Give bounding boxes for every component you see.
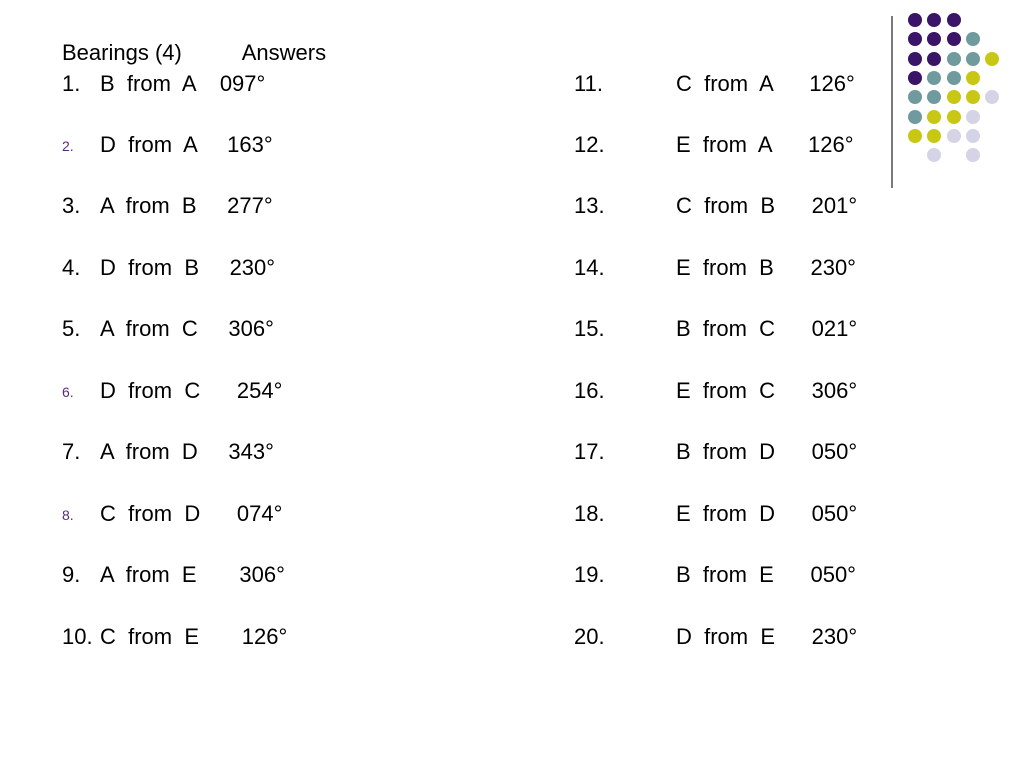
item-answer: B from C 021°: [676, 316, 858, 341]
slide-title: Bearings (4) Answers: [62, 40, 327, 65]
item-answer: D from A 163°: [100, 132, 273, 157]
list-item: [574, 559, 856, 591]
item-answer: D from C 254°: [100, 378, 283, 403]
list-item: [62, 190, 273, 222]
list-item: [62, 559, 285, 591]
item-answer: C from E 126°: [100, 624, 288, 649]
item-answer: E from A 126°: [676, 132, 854, 157]
item-number: 9.: [62, 562, 81, 587]
item-number: 5.: [62, 316, 81, 341]
list-item: [574, 313, 858, 345]
decorative-dot: [966, 148, 980, 162]
item-number: 17.: [574, 439, 605, 464]
item-number: 3.: [62, 193, 81, 218]
item-number: 19.: [574, 562, 605, 587]
decorative-dot: [908, 52, 922, 66]
decorative-dot: [908, 32, 922, 46]
item-answer: E from D 050°: [676, 501, 858, 526]
item-number: 15.: [574, 316, 605, 341]
item-number: 6.: [62, 384, 74, 400]
decorative-dot: [927, 90, 941, 104]
item-number: 11.: [574, 71, 603, 96]
decorative-dot: [908, 71, 922, 85]
decorative-dot: [966, 71, 980, 85]
decorative-dot: [985, 90, 999, 104]
list-item: [574, 436, 858, 468]
item-number: 2.: [62, 138, 74, 154]
decorative-dot: [966, 52, 980, 66]
decorative-dot: [947, 13, 961, 27]
decorative-dot: [927, 110, 941, 124]
decorative-dot: [908, 129, 922, 143]
decorative-dot: [927, 52, 941, 66]
decorative-dot: [947, 110, 961, 124]
item-number: 4.: [62, 255, 81, 280]
item-answer: A from C 306°: [100, 316, 274, 341]
decorative-dot: [947, 129, 961, 143]
list-item: [574, 252, 856, 284]
item-answer: A from B 277°: [100, 193, 273, 218]
list-item: [574, 621, 858, 653]
item-answer: A from E 306°: [100, 562, 285, 587]
item-answer: B from D 050°: [676, 439, 858, 464]
decorative-dot: [908, 13, 922, 27]
item-answer: E from B 230°: [676, 255, 856, 280]
decorative-dot: [927, 129, 941, 143]
item-number: 10.: [62, 624, 93, 649]
decorative-dot: [966, 129, 980, 143]
item-number: 13.: [574, 193, 605, 218]
item-number: 16.: [574, 378, 605, 403]
list-item: [62, 313, 274, 345]
decorative-dot: [947, 90, 961, 104]
list-item: [574, 498, 858, 530]
item-number: 12.: [574, 132, 605, 157]
list-item: [62, 621, 288, 653]
decorative-dot: [966, 90, 980, 104]
list-item: [574, 68, 855, 100]
decorative-dot-grid: [905, 10, 1005, 170]
decorative-dot: [927, 32, 941, 46]
list-item: [574, 375, 858, 407]
decorative-dot: [927, 148, 941, 162]
decorative-dot: [966, 32, 980, 46]
list-item: [574, 190, 858, 222]
decorative-dot: [908, 110, 922, 124]
item-number: 14.: [574, 255, 605, 280]
item-answer: B from E 050°: [676, 562, 856, 587]
list-item: [62, 436, 274, 468]
decorative-dot: [927, 71, 941, 85]
decorative-dot: [947, 71, 961, 85]
item-answer: C from D 074°: [100, 501, 283, 526]
item-answer: A from D 343°: [100, 439, 274, 464]
list-item: [62, 129, 273, 161]
item-answer: D from E 230°: [676, 624, 858, 649]
decorative-divider: [891, 16, 893, 188]
list-item: [62, 68, 266, 100]
decorative-dot: [947, 32, 961, 46]
item-number: 7.: [62, 439, 81, 464]
list-item: [62, 375, 283, 407]
decorative-dot: [908, 90, 922, 104]
decorative-dot: [927, 13, 941, 27]
item-answer: C from B 201°: [676, 193, 858, 218]
item-answer: E from C 306°: [676, 378, 858, 403]
decorative-dot: [966, 110, 980, 124]
list-item: [62, 252, 276, 284]
decorative-dot: [947, 52, 961, 66]
item-answer: B from A 097°: [100, 71, 266, 96]
item-number: 20.: [574, 624, 605, 649]
item-number: 1.: [62, 71, 81, 96]
list-item: [62, 498, 283, 530]
item-answer: C from A 126°: [676, 71, 855, 96]
item-answer: D from B 230°: [100, 255, 276, 280]
item-number: 18.: [574, 501, 605, 526]
list-item: [574, 129, 854, 161]
item-number: 8.: [62, 507, 74, 523]
decorative-dot: [985, 52, 999, 66]
